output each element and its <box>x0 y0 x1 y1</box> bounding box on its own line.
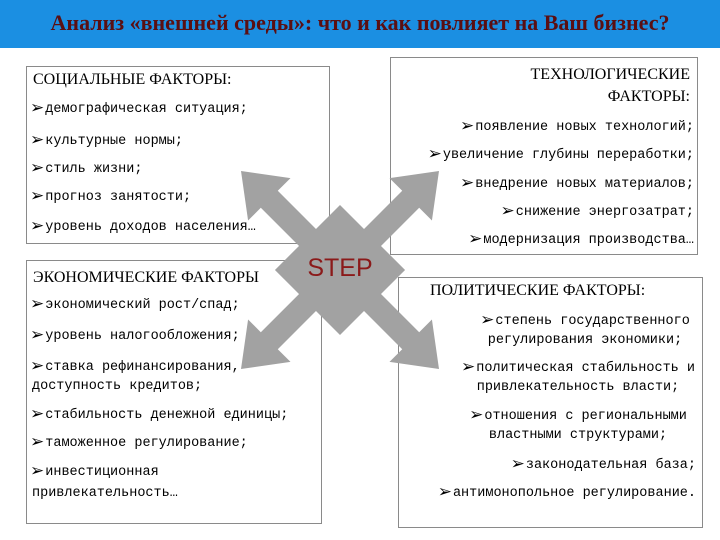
list-item-continuation: привлекательность власти; <box>476 380 680 395</box>
list-item: ➢стабильность денежной единицы; <box>30 404 289 424</box>
list-item: ➢инвестиционная <box>30 461 159 481</box>
list-item: ➢стиль жизни; <box>30 158 143 178</box>
list-item: ➢степень государственного <box>480 310 690 330</box>
list-item-continuation: привлекательность… <box>32 486 178 501</box>
list-item: ➢прогноз занятости; <box>30 186 192 206</box>
list-item: ➢антимонопольное регулирование. <box>437 482 696 502</box>
list-item: ➢модернизация производства… <box>468 229 694 249</box>
list-item: ➢политическая стабильность и <box>461 357 695 377</box>
bullet-arrow-icon: ➢ <box>30 98 45 118</box>
bullet-arrow-icon: ➢ <box>30 461 45 481</box>
list-item: ➢увеличение глубины переработки; <box>427 144 694 164</box>
bullet-arrow-icon: ➢ <box>30 432 45 452</box>
list-item: ➢демографическая ситуация; <box>30 98 248 118</box>
bullet-arrow-icon: ➢ <box>460 116 475 136</box>
bullet-arrow-icon: ➢ <box>427 144 442 164</box>
list-item: ➢ставка рефинансирования, <box>30 356 240 376</box>
bullet-arrow-icon: ➢ <box>30 294 45 314</box>
economic-factors-title: ЭКОНОМИЧЕСКИЕ ФАКТОРЫ <box>33 269 259 286</box>
list-item: ➢снижение энергозатрат; <box>500 201 694 221</box>
step-label: STEP <box>307 254 373 282</box>
list-item: ➢таможенное регулирование; <box>30 432 248 452</box>
list-item-continuation: регулирования экономики; <box>487 333 683 348</box>
social-factors-title: СОЦИАЛЬНЫЕ ФАКТОРЫ: <box>33 71 232 88</box>
bullet-arrow-icon: ➢ <box>30 325 45 345</box>
slide-title: Анализ «внешней среды»: что и как повлияет на Ваш бизнес? <box>50 10 670 35</box>
list-item: ➢культурные нормы; <box>30 130 183 150</box>
bullet-arrow-icon: ➢ <box>437 482 452 502</box>
list-item: ➢отношения с региональными <box>469 405 687 425</box>
bullet-arrow-icon: ➢ <box>30 216 45 236</box>
list-item: ➢уровень доходов населения… <box>30 216 256 236</box>
bullet-arrow-icon: ➢ <box>510 454 525 474</box>
list-item: ➢уровень налогообложения; <box>30 325 240 345</box>
bullet-arrow-icon: ➢ <box>30 158 45 178</box>
list-item: ➢появление новых технологий; <box>460 116 694 136</box>
bullet-arrow-icon: ➢ <box>30 186 45 206</box>
bullet-arrow-icon: ➢ <box>30 130 45 150</box>
bullet-arrow-icon: ➢ <box>468 229 483 249</box>
bullet-arrow-icon: ➢ <box>500 201 515 221</box>
bullet-arrow-icon: ➢ <box>480 310 495 330</box>
list-item: ➢экономический рост/спад; <box>30 294 240 314</box>
bullet-arrow-icon: ➢ <box>469 405 484 425</box>
bullet-arrow-icon: ➢ <box>30 404 45 424</box>
list-item-continuation: властными структурами; <box>488 428 668 443</box>
list-item: ➢внедрение новых материалов; <box>460 173 694 193</box>
list-item: ➢законодательная база; <box>510 454 696 474</box>
bullet-arrow-icon: ➢ <box>460 173 475 193</box>
bullet-arrow-icon: ➢ <box>30 356 45 376</box>
political-factors-title: ПОЛИТИЧЕСКИЕ ФАКТОРЫ: <box>430 282 646 299</box>
bullet-arrow-icon: ➢ <box>461 357 476 377</box>
technological-factors-title-line2: ФАКТОРЫ: <box>607 88 690 105</box>
technological-factors-title-line1: ТЕХНОЛОГИЧЕСКИЕ <box>530 66 690 83</box>
list-item-continuation: доступность кредитов; <box>32 379 203 394</box>
